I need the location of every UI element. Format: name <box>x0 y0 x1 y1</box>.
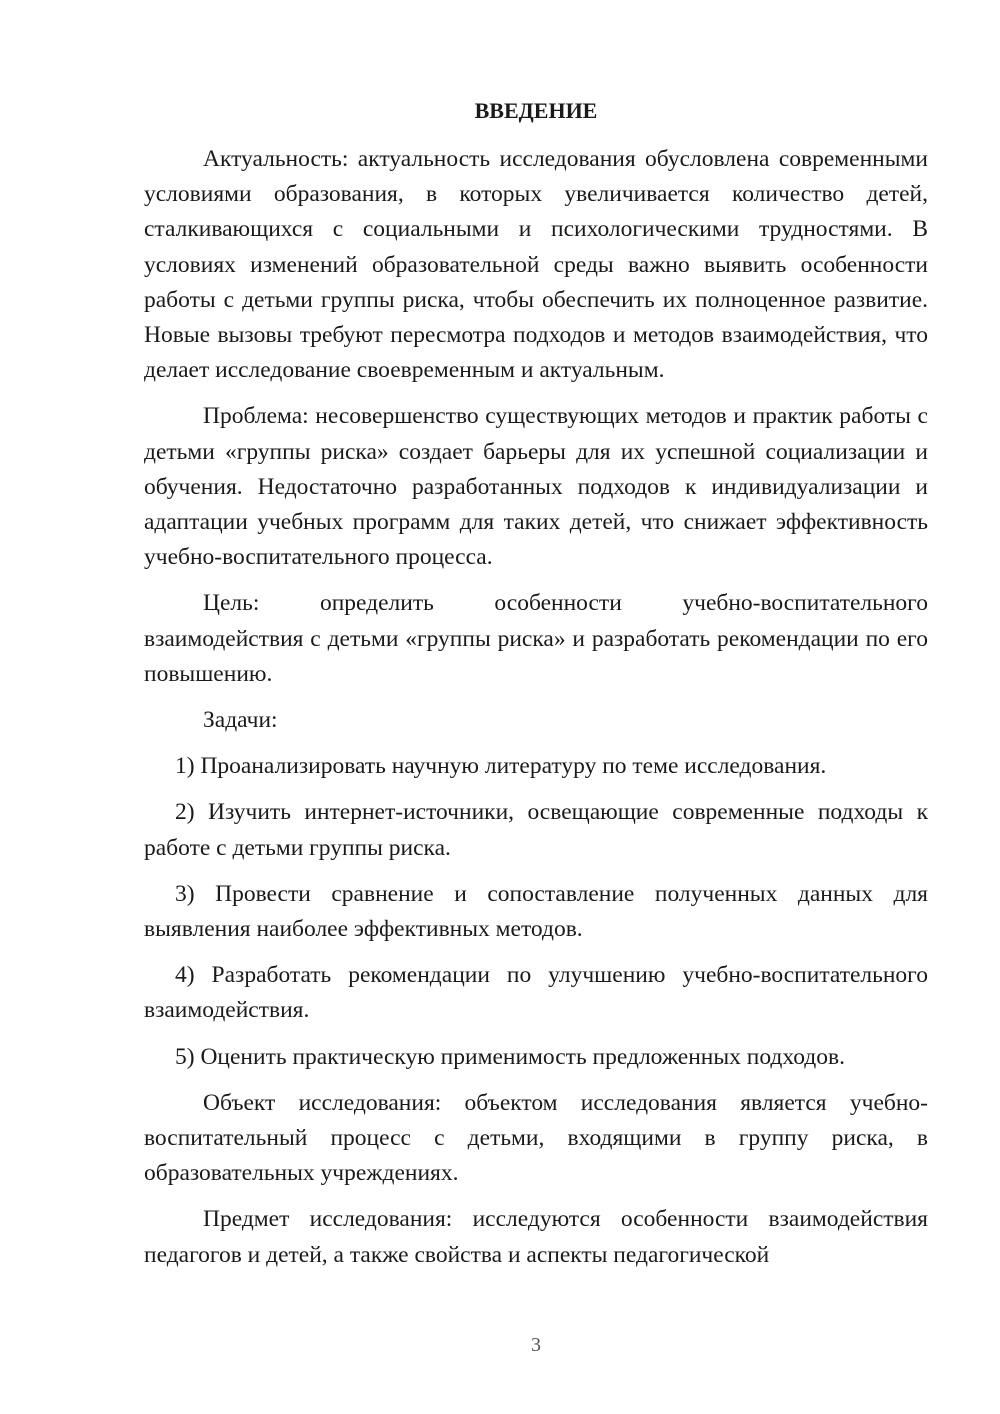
goal-paragraph: Цель: определить особенности учебно-воспитательного взаимодействия с детьми «группы риска» и разработать рекомендации по его повышению. <box>144 590 928 687</box>
subject-paragraph: Предмет исследования: исследуются особенности взаимодействия педагогов и детей, а также свойства и аспекты педагогической <box>144 1206 928 1268</box>
task-item-1: 1) Проанализировать научную литературу по теме исследования. <box>175 753 827 780</box>
section-title: ВВЕДЕНИЕ <box>474 98 598 123</box>
task-item-3: 3) Провести сравнение и сопоставление полученных данных для выявления наиболее эффективных методов. <box>144 880 928 943</box>
relevance-paragraph: Актуальность: актуальность исследования обусловлена современными условиями образования, в которых увеличивается количество детей, сталкивающихся с социальными и психологическими трудностями. В условиях изменений образовательной среды важно выявить особенности работы с детьми группы риска, чтобы обеспечить их полноценное развитие. Новые вызовы требуют пересмотра подходов и методов взаимодействия, что делает исследование своевременным и актуальным. <box>144 146 928 384</box>
object-paragraph: Объект исследования: объектом исследования является учебно-воспитательный процесс с детьми, входящими в группу риска, в образовательных учреждениях. <box>144 1089 928 1187</box>
problem-paragraph: Проблема: несовершенство существующих методов и практик работы с детьми «группы риска» создает барьеры для их успешной социализации и обучения. Недостаточно разработанных подходов к индивидуализации и адаптации учебных программ для таких детей, что снижает эффективность учебно-воспитательного процесса. <box>144 403 928 571</box>
task-item-2: 2) Изучить интернет-источники, освещающие современные подходы к работе с детьми группы риска. <box>144 799 928 861</box>
task-item-4: 4) Разработать рекомендации по улучшению учебно-воспитательного взаимодействия. <box>144 962 928 1024</box>
tasks-heading: Задачи: <box>203 707 278 734</box>
task-item-5: 5) Оценить практическую применимость предложенных подходов. <box>175 1043 845 1070</box>
document-body <box>144 142 928 1284</box>
page-number: 3 <box>531 1334 541 1356</box>
